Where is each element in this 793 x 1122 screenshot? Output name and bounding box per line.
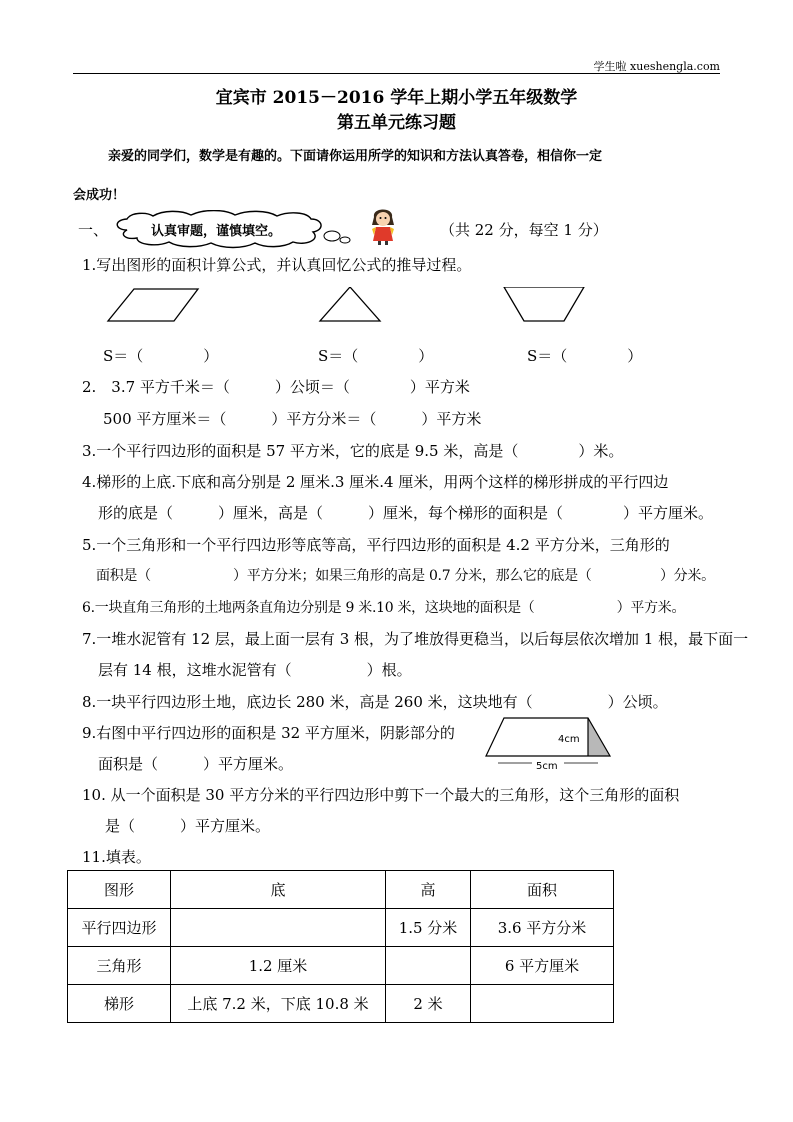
question-5a: 5.一个三角形和一个平行四边形等底等高，平行四边形的面积是 4.2 平方分米，三角形的 [82,536,670,554]
figure-base-label: 5cm [536,761,558,772]
cloud-banner-text: 认真审题，谨慎填空。 [151,224,282,239]
table-header-cell: 面积 [471,871,614,909]
question-2b: 500 平方厘米＝（ ）平方分米＝（ ）平方米 [103,410,482,428]
question-4a: 4.梯形的上底.下底和高分别是 2 厘米.3 厘米.4 厘米，用两个这样的梯形拼成的平行四边 [82,473,669,491]
question-2a: 2. 3.7 平方千米＝（ ）公顷＝（ ）平方米 [82,378,470,396]
question-8: 8.一块平行四边形土地，底边长 280 米，高是 260 米，这块地有（ ）公顷。 [82,693,668,711]
question-5b: 面积是（ ）平方分米；如果三角形的高是 0.7 分米，那么它的底是（ ）分米。 [96,568,715,584]
table-header-row [68,871,614,909]
q1-shapes [100,287,700,327]
question-9b: 面积是（ ）平方厘米。 [98,755,294,773]
table-header-cell: 图形 [68,871,171,909]
q1-formula-trapezoid: S＝（ ） [527,347,643,365]
question-6: 6.一块直角三角形的土地两条直角边分别是 9 米.10 米，这块地的面积是（ ）平方米。 [82,600,686,616]
table-cell-answer[interactable] [171,909,386,947]
table-header-cell: 底 [171,871,386,909]
question-3: 3.一个平行四边形的面积是 57 平方米，它的底是 9.5 米，高是（ ）米。 [82,442,624,460]
trapezoid-shape [504,287,584,321]
table-cell: 6 平方厘米 [471,947,614,985]
question-4b: 形的底是（ ）厘米，高是（ ）厘米，每个梯形的面积是（ ）平方厘米。 [98,504,714,522]
question-10a: 10. 从一个面积是 30 平方分米的平行四边形中剪下一个最大的三角形，这个三角形的面积 [82,786,680,804]
table-cell: 三角形 [68,947,171,985]
table-cell: 1.2 厘米 [171,947,386,985]
table-cell: 2 米 [386,985,471,1023]
q1-formula-parallelogram: S＝（ ） [103,347,219,365]
table-cell-answer[interactable] [471,985,614,1023]
question-9a: 9.右图中平行四边形的面积是 32 平方厘米，阴影部分的 [82,724,455,742]
cartoon-girl-icon [368,205,398,245]
table-cell: 平行四边形 [68,909,171,947]
table-row [68,909,614,947]
intro-line-2: 会成功！ [73,188,126,203]
section-score: （共 22 分，每空 1 分） [440,221,608,239]
table-row [68,985,614,1023]
parallelogram-shape [108,289,198,321]
table-cell: 3.6 平方分米 [471,909,614,947]
table-row [68,947,614,985]
table-cell-answer[interactable] [386,947,471,985]
page-title: 宜宾市 2015－2016 学年上期小学五年级数学 [215,88,578,108]
triangle-shape [320,287,380,321]
section-number: 一、 [78,221,109,239]
table-cell: 上底 7.2 米，下底 10.8 米 [171,985,386,1023]
question-7a: 7.一堆水泥管有 12 层，最上面一层有 3 根，为了堆放得更稳当，以后每层依次增加 1 根，最下面一 [82,630,749,648]
fill-in-table [67,870,614,1023]
question-10b: 是（ ）平方厘米。 [105,817,271,835]
section-cloud-banner [107,210,357,250]
site-watermark: 学生啦 xueshengla.com [593,60,720,73]
question-11: 11.填表。 [82,848,151,866]
table-cell: 梯形 [68,985,171,1023]
figure-height-label: 4cm [558,734,580,745]
q9-parallelogram-figure [484,716,624,772]
question-7b: 层有 14 根，这堆水泥管有（ ）根。 [98,661,412,679]
question-1: 1.写出图形的面积计算公式，并认真回忆公式的推导过程。 [82,256,472,274]
intro-line-1: 亲爱的同学们，数学是有趣的。下面请你运用所学的知识和方法认真答卷，相信你一定 [108,149,603,164]
table-cell: 1.5 分米 [386,909,471,947]
table-header-cell: 高 [386,871,471,909]
header-divider [73,73,720,74]
page-subtitle: 第五单元练习题 [337,113,456,133]
q1-formula-triangle: S＝（ ） [318,347,434,365]
